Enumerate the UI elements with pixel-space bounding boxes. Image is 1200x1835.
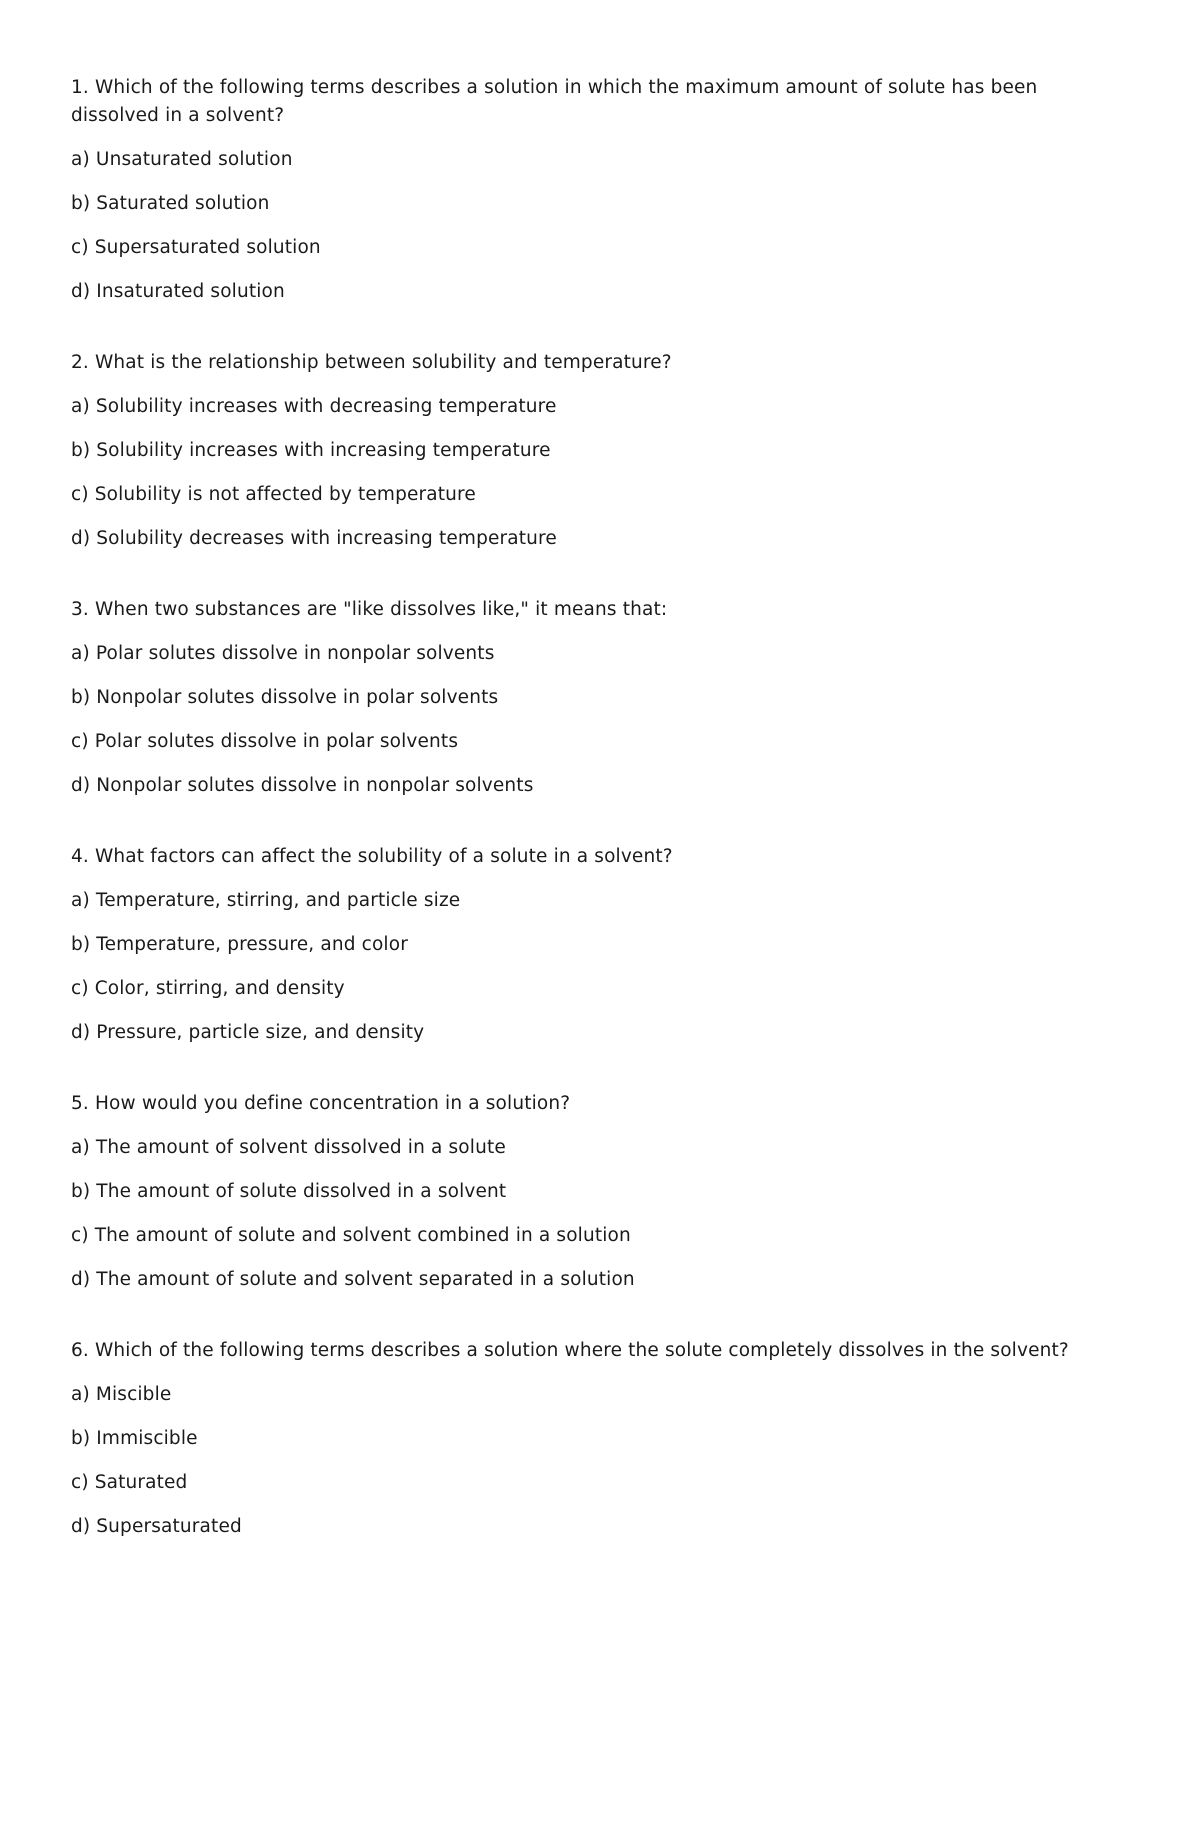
quiz-list bbox=[71, 74, 1131, 1541]
question-text: 2. What is the relationship between solubility and temperature? bbox=[71, 352, 672, 373]
answer-option: d) Supersaturated bbox=[71, 1516, 242, 1537]
question-text: 3. When two substances are "like dissolves like," it means that: bbox=[71, 599, 668, 620]
answer-option: b) The amount of solute dissolved in a solvent bbox=[71, 1181, 507, 1202]
answer-option: d) Insaturated solution bbox=[71, 281, 285, 302]
question-text: 5. How would you define concentration in a solution? bbox=[71, 1093, 571, 1114]
question-block bbox=[71, 596, 1131, 800]
question-block bbox=[71, 74, 1131, 306]
answer-option: d) Pressure, particle size, and density bbox=[71, 1022, 425, 1043]
answer-option: c) The amount of solute and solvent combined in a solution bbox=[71, 1225, 631, 1246]
answer-option: c) Polar solutes dissolve in polar solvents bbox=[71, 731, 459, 752]
answer-option: b) Temperature, pressure, and color bbox=[71, 934, 408, 955]
question-block bbox=[71, 1090, 1131, 1294]
answer-option: b) Solubility increases with increasing temperature bbox=[71, 440, 551, 461]
question-text: 6. Which of the following terms describes a solution where the solute completely dissolves in the solvent? bbox=[71, 1340, 1069, 1361]
answer-option: a) Solubility increases with decreasing temperature bbox=[71, 396, 557, 417]
answer-option: a) Miscible bbox=[71, 1384, 172, 1405]
answer-option: a) The amount of solvent dissolved in a solute bbox=[71, 1137, 506, 1158]
answer-option: c) Color, stirring, and density bbox=[71, 978, 345, 999]
question-text: 1. Which of the following terms describes a solution in which the maximum amount of solute has been dissolved in a solvent? bbox=[71, 77, 1038, 126]
answer-option: b) Saturated solution bbox=[71, 193, 270, 214]
answer-option: b) Immiscible bbox=[71, 1428, 198, 1449]
answer-option: d) Solubility decreases with increasing temperature bbox=[71, 528, 557, 549]
answer-option: a) Unsaturated solution bbox=[71, 149, 293, 170]
answer-option: a) Polar solutes dissolve in nonpolar solvents bbox=[71, 643, 495, 664]
answer-option: a) Temperature, stirring, and particle size bbox=[71, 890, 461, 911]
answer-option: c) Solubility is not affected by temperature bbox=[71, 484, 476, 505]
question-block bbox=[71, 349, 1131, 553]
question-block bbox=[71, 843, 1131, 1047]
answer-option: c) Supersaturated solution bbox=[71, 237, 321, 258]
answer-option: d) Nonpolar solutes dissolve in nonpolar solvents bbox=[71, 775, 534, 796]
answer-option: b) Nonpolar solutes dissolve in polar solvents bbox=[71, 687, 499, 708]
answer-option: d) The amount of solute and solvent separated in a solution bbox=[71, 1269, 635, 1290]
question-block bbox=[71, 1337, 1131, 1541]
question-text: 4. What factors can affect the solubility of a solute in a solvent? bbox=[71, 846, 673, 867]
answer-option: c) Saturated bbox=[71, 1472, 188, 1493]
